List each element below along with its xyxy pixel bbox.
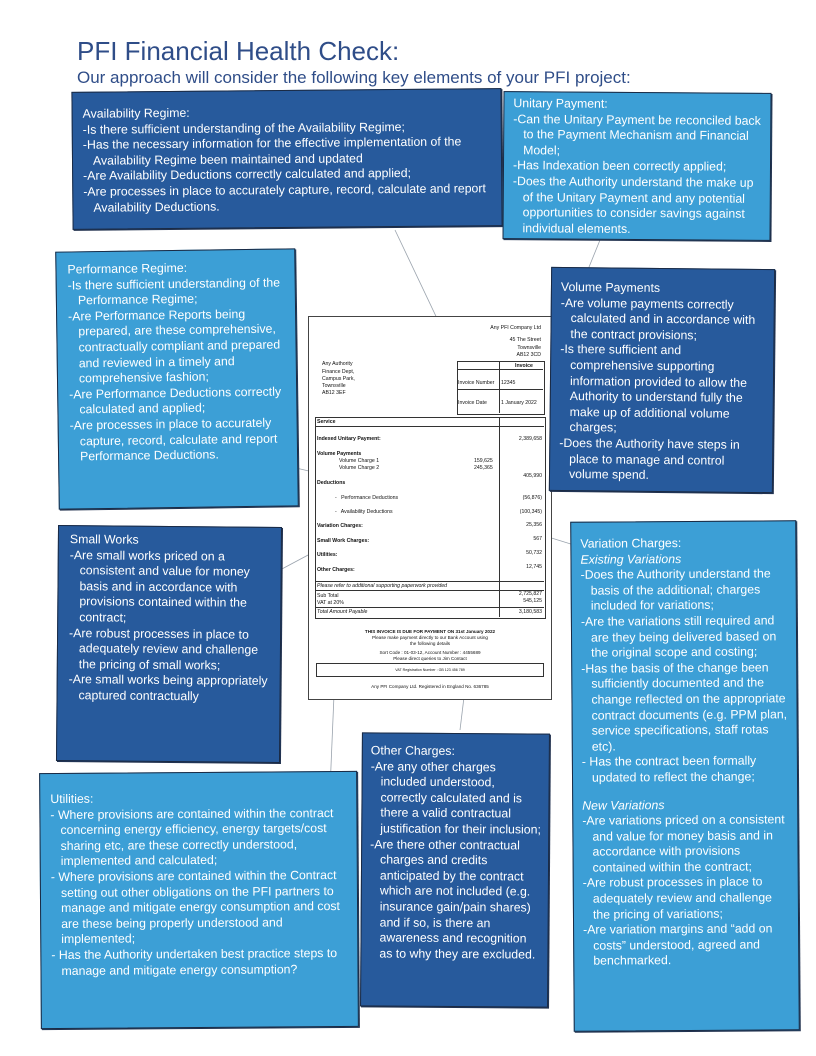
variation-heading: Variation Charges: [580, 536, 682, 551]
volume-line: -Does the Authority have steps in place to manage and control volume spend. [559, 435, 740, 482]
invoice-variation-label: Variation Charges: [317, 523, 363, 529]
volume-payments-box [549, 267, 775, 493]
invoice-other-label: Other Charges: [317, 567, 355, 573]
performance-line: -Are Performance Deductions correctly calculated and applied; [69, 384, 282, 417]
variation-existing-line: -Does the Authority understand the basis of the additional; charges included for variations; [580, 566, 771, 614]
page-subtitle: Our approach will consider the following key elements of your PFI project: [77, 68, 631, 87]
volume-heading: Volume Payments [560, 279, 661, 295]
invoice-date-value: 1 January 2022 [501, 400, 537, 406]
invoice-from-street: 45 The Street [509, 337, 541, 343]
availability-regime-box [71, 88, 502, 230]
invoice-vol1-label: Volume Charge 1 [339, 458, 380, 464]
invoice-from-postcode: AB12 3CD [516, 352, 541, 358]
invoice-to-name: Any Authority [322, 361, 353, 367]
volume-line: -Are volume payments correctly calculated and in accordance with the contract provisions; [560, 295, 756, 343]
page-title: PFI Financial Health Check: [77, 36, 400, 66]
variation-charges-box [570, 520, 800, 1032]
invoice-variation-value: 25,356 [526, 522, 542, 528]
invoice-perf-ded-label: - Performance Deductions [335, 495, 399, 501]
utilities-box [39, 771, 359, 1029]
other-charges-box [360, 732, 550, 1007]
invoice-date-label: Invoice Date [458, 400, 487, 406]
invoice-small-works-label: Small Work Charges: [317, 538, 370, 544]
invoice-vat-reg: VAT Registration Number : GB 123 456 789 [395, 668, 465, 672]
invoice-subtotal-value: 2,725,827 [518, 591, 542, 597]
unitary-payment-box [502, 91, 771, 241]
unitary-heading: Unitary Payment: [513, 96, 608, 111]
variation-existing-line: -Has the basis of the change been sufficiently documented and the change reflected on the appropriate contract documents (e.g. PPM plan, service specifications, staff rotas etc). [581, 660, 788, 754]
availability-line: -Are Availability Deductions correctly calculated and applied; [83, 166, 412, 184]
performance-regime-box [55, 248, 299, 509]
invoice-query-line: Please direct queries to Jim Contact [393, 656, 467, 661]
small-works-line: -Are robust processes in place to adequately review and challenge the pricing of small works; [69, 625, 259, 673]
invoice-deductions-label: Deductions [317, 480, 346, 486]
small-works-heading: Small Works [69, 532, 139, 547]
invoice-to-postcode: AB12 3EF [322, 390, 346, 396]
invoice-number-value: 12345 [501, 380, 516, 386]
utilities-line: - Where provisions are contained within the Contract setting out other obligations on the PFI partners to manage and mitigate energy consumption and cost are these being properly understood and implemented; [50, 868, 341, 947]
invoice-vol-total: 405,990 [523, 473, 542, 479]
invoice-perf-ded-value: (56,876) [522, 495, 542, 501]
invoice-from-town: Townsville [517, 345, 541, 351]
invoice-to-town: Townsville [322, 383, 346, 389]
utilities-line: - Has the Authority undertaken best practice steps to manage and mitigate energy consumption? [51, 945, 338, 978]
unitary-line: -Does the Authority understand the make up of the Unitary Payment and any potential opportunities to consider savings against individual elements. [512, 174, 754, 236]
invoice-number-label: Invoice Number [458, 380, 495, 386]
unitary-line: -Can the Unitary Payment be reconciled back to the Payment Mechanism and Financial Model; [513, 111, 761, 158]
invoice-subtotal-label: Sub Total [317, 593, 339, 599]
invoice-indexed-value: 2,389,658 [518, 436, 542, 442]
variation-new-line: -Are robust processes in place to adequately review and challenge the pricing of variations; [582, 874, 773, 922]
invoice-to-park: Campus Park, [322, 376, 355, 382]
invoice-to-dept: Finance Dept, [322, 369, 355, 375]
invoice-service-label: Service [317, 419, 336, 425]
invoice-volume-label: Volume Payments [317, 451, 362, 457]
invoice-indexed-label: Indexed Unitary Payment: [317, 436, 381, 442]
utilities-line: - Where provisions are contained within the contract concerning energy efficiency, energy targets/cost sharing etc, are these correctly understood, implemented and calculated; [50, 805, 334, 869]
small-works-line: -Are small works priced on a consistent and value for money basis and in accordance with provisions contained within the contract; [69, 547, 250, 625]
availability-line: -Are processes in place to accurately capture, record, calculate and report Availability Deductions. [83, 181, 486, 215]
availability-line: -Is there sufficient understanding of the Availability Regime; [82, 119, 405, 137]
invoice-vat-value: 545,125 [523, 598, 542, 604]
small-works-box [56, 525, 282, 763]
invoice-other-value: 12,745 [526, 564, 542, 570]
existing-variations-heading: Existing Variations [580, 551, 682, 567]
invoice-total-label: Total Amount Payable [317, 609, 368, 615]
invoice-from-name: Any PFI Company Ltd [490, 325, 541, 331]
variation-existing-line: -Are the variations still required and are they being delivered based on the original scope and costing; [580, 613, 777, 660]
other-charges-line: -Are any other charges included understood, correctly calculated and is there a valid contractual justification for their inclusion; [370, 759, 541, 837]
availability-line: -Has the necessary information for the effective implementation of the Availability Regime been maintained and updated [82, 134, 462, 168]
utilities-heading: Utilities: [50, 791, 94, 807]
variation-new-line: -Are variation margins and “add on costs” understood, agreed and benchmarked. [583, 921, 773, 969]
availability-heading: Availability Regime: [82, 105, 190, 121]
variation-new-line: -Are variations priced on a consistent and value for money basis and in accordance with provisions contained within the contract; [582, 812, 785, 875]
invoice-vol2-label: Volume Charge 2 [339, 465, 380, 471]
small-works-line: -Are small works being appropriately captured contractually [68, 672, 268, 704]
invoice-doc-label: Invoice [515, 363, 533, 369]
other-charges-heading: Other Charges: [370, 743, 455, 758]
invoice-pay-line1: Please make payment directly to our Bank Account using [372, 635, 488, 640]
other-charges-line: -Are there other contractual charges and credits anticipated by the contract which are not included (e.g. insurance gain/pain shares) and if so, is there an awareness and recognition as to why they are excluded. [370, 836, 536, 962]
performance-line: -Are processes in place to accurately capture, record, calculate and report Performance Deductions. [69, 415, 278, 464]
performance-line: -Is there sufficient understanding of the Performance Regime; [67, 275, 281, 308]
invoice-utilities-label: Utilities: [317, 552, 338, 558]
invoice-avail-ded-label: - Availability Deductions [335, 509, 393, 515]
new-variations-heading: New Variations [582, 797, 665, 813]
invoice-small-works-value: 567 [533, 536, 542, 542]
invoice-pay-line2: the following details [409, 641, 451, 646]
variation-existing-line: - Has the contract been formally updated to reflect the change; [581, 753, 757, 785]
invoice-due-line: THIS INVOICE IS DUE FOR PAYMENT ON 31st January 2022 [364, 629, 496, 634]
invoice-bank-line: Sort Code : 01-03-12, Account Number : 4455689 [379, 650, 481, 655]
invoice-footer: Any PFI Company Ltd. Registered in England No. 636785 [371, 684, 489, 689]
invoice-vol1-value: 159,625 [474, 458, 493, 464]
invoice-refer-note: Please refer to additional supporting paperwork provided [317, 583, 448, 589]
performance-heading: Performance Regime: [67, 260, 188, 277]
performance-line: -Are Performance Reports being prepared, are these comprehensive, contractually compliant and prepared and reviewed in a timely and comprehensive fashion; [68, 306, 281, 386]
invoice-avail-ded-value: (100,345) [519, 509, 542, 515]
sample-invoice [308, 316, 552, 700]
invoice-total-value: 3,180,583 [518, 609, 542, 615]
invoice-utilities-value: 50,732 [526, 550, 542, 556]
invoice-vat-label: VAT at 20% [317, 600, 344, 606]
unitary-line: -Has Indexation been correctly applied; [512, 158, 727, 174]
volume-line: -Is there sufficient and comprehensive supporting information provided to allow the Authority to understand fully the make up of additional volume charges; [560, 342, 748, 435]
invoice-vol2-value: 245,365 [474, 465, 493, 471]
